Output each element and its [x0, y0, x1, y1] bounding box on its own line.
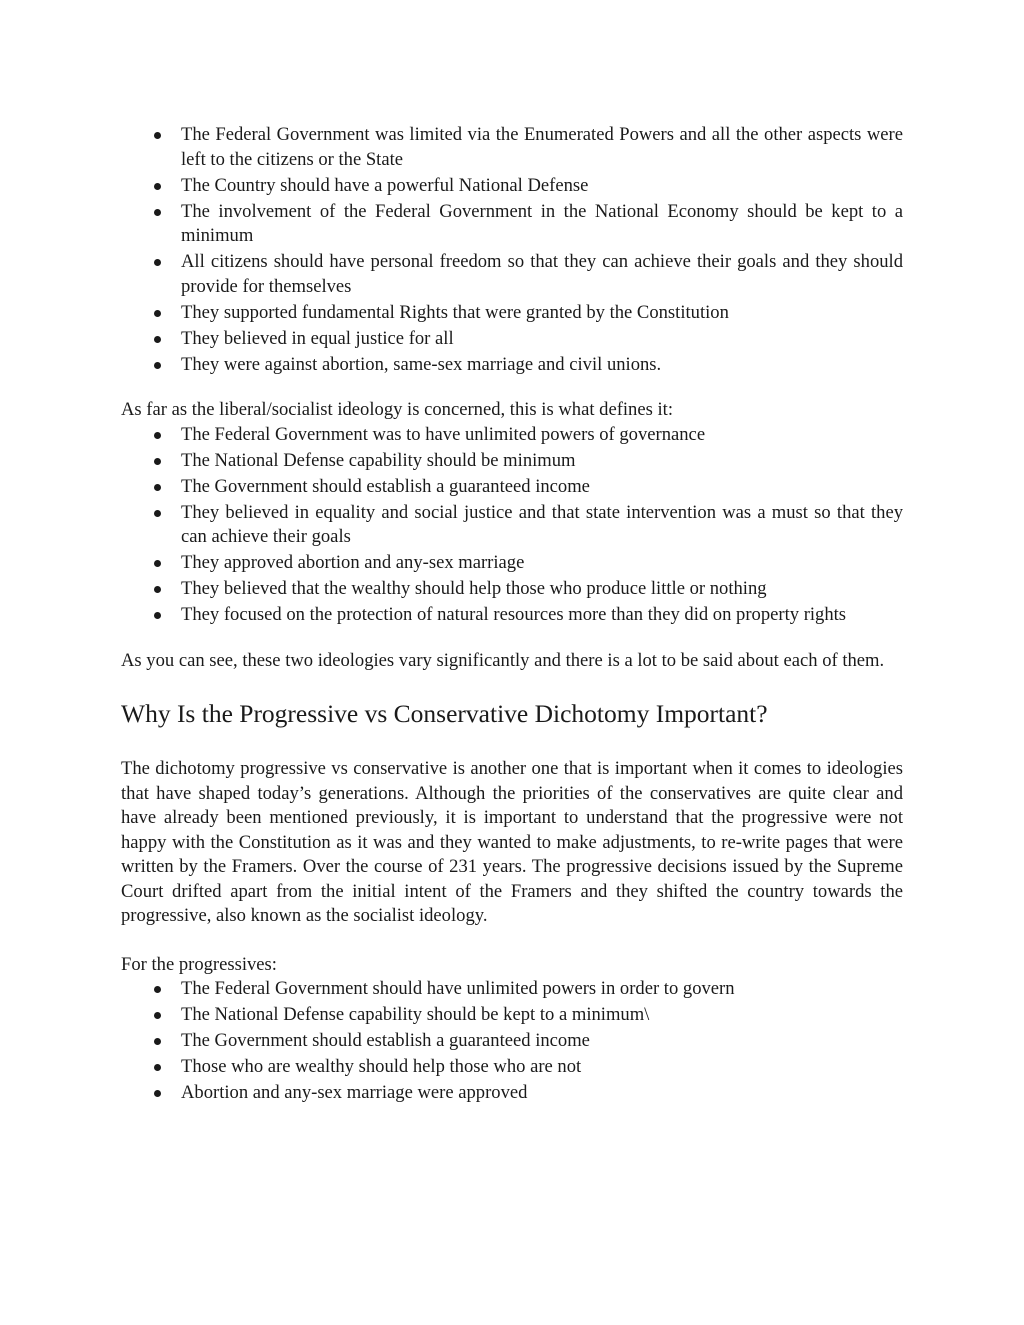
list-item-text: Abortion and any-sex marriage were approved: [181, 1082, 528, 1103]
list-item: [121, 1055, 903, 1080]
list-item-text: They were against abortion, same-sex marriage and civil unions.: [181, 353, 662, 375]
list-item-text: The Federal Government was limited via the Enumerated Powers and all the other aspects were left to the citizens or the State: [181, 124, 903, 170]
bullet-icon: [154, 1012, 161, 1019]
section-heading: Why Is the Progressive vs Conservative Dichotomy Important?: [121, 699, 768, 728]
liberal-bullet-list: [121, 423, 903, 628]
bullet-icon: [154, 1090, 161, 1097]
document-page: [121, 121, 903, 1107]
list-item-text: All citizens should have personal freedom so that they can achieve their goals and they should provide for themselves: [181, 251, 903, 297]
list-item-text: The Federal Government was to have unlimited powers of governance: [181, 423, 706, 445]
list-item-text: They supported fundamental Rights that were granted by the Constitution: [181, 301, 729, 323]
bullet-icon: [154, 183, 161, 190]
list-item: [121, 200, 903, 249]
bullet-icon: [154, 510, 161, 517]
list-item-text: The involvement of the Federal Government in the National Economy should be kept to a minimum: [181, 200, 903, 246]
progressives-bullet-list: [121, 977, 903, 1106]
list-item-text: The Federal Government should have unlimited powers in order to govern: [181, 978, 735, 999]
progressives-intro-text: For the progressives:: [121, 953, 277, 975]
bullet-icon: [154, 1038, 161, 1045]
list-item: [121, 551, 903, 576]
list-item: [121, 250, 903, 299]
list-item: [121, 353, 903, 378]
list-item-text: They believed in equality and social justice and that state intervention was a must so that they can achieve their goals: [181, 501, 903, 547]
conservative-bullet-list: [121, 123, 903, 377]
list-item: [121, 1003, 903, 1028]
list-item-text: The National Defense capability should be minimum: [181, 449, 576, 471]
list-item-text: They approved abortion and any-sex marriage: [181, 552, 525, 573]
bullet-icon: [154, 1064, 161, 1071]
list-item: [121, 123, 903, 172]
bullet-icon: [154, 259, 161, 266]
list-item-text: The Country should have a powerful National Defense: [181, 174, 589, 196]
list-item: [121, 174, 903, 199]
bullet-icon: [154, 986, 161, 993]
bullet-icon: [154, 484, 161, 491]
bullet-icon: [154, 432, 161, 439]
list-item: [121, 603, 903, 628]
bullet-icon: [154, 560, 161, 567]
list-item: [121, 1029, 903, 1054]
list-item: [121, 301, 903, 326]
bullet-icon: [154, 310, 161, 317]
list-item: [121, 475, 903, 500]
list-item: [121, 423, 903, 448]
bullet-icon: [154, 612, 161, 619]
bullet-icon: [154, 586, 161, 593]
list-item-text: They believed that the wealthy should help those who produce little or nothing: [181, 578, 767, 599]
list-item: [121, 449, 903, 474]
list-item-text: Those who are wealthy should help those who are not: [181, 1056, 582, 1077]
list-item: [121, 327, 903, 352]
list-item: [121, 1081, 903, 1106]
dichotomy-paragraph: The dichotomy progressive vs conservative is another one that is important when it comes to ideologies that have shaped today’s generations. Although the priorities of the conservatives are quite clear and have already been mentioned previously, it is important to understand that the progressive were not happy with the Constitution as it was and they wanted to make adjustments, to re-write pages that were written by the Framers. Over the course of 231 years. The progressive decisions issued by the Supreme Court drifted apart from the initial intent of the Framers and they shifted the country towards the progressive, also known as the socialist ideology.: [121, 758, 903, 926]
bullet-icon: [154, 458, 161, 465]
list-item-text: The National Defense capability should be kept to a minimum\: [181, 1004, 650, 1025]
list-item-text: They focused on the protection of natural resources more than they did on property rights: [181, 604, 847, 625]
list-item-text: The Government should establish a guaranteed income: [181, 475, 590, 497]
list-item-text: They believed in equal justice for all: [181, 327, 454, 349]
list-item: [121, 577, 903, 602]
list-item-text: The Government should establish a guaranteed income: [181, 1030, 590, 1051]
bullet-icon: [154, 209, 161, 216]
bullet-icon: [154, 132, 161, 139]
list-item: [121, 977, 903, 1002]
bullet-icon: [154, 362, 161, 369]
liberal-intro-text: As far as the liberal/socialist ideology is concerned, this is what defines it:: [121, 399, 673, 420]
bullet-icon: [154, 336, 161, 343]
list-item: [121, 501, 903, 550]
summary-paragraph: As you can see, these two ideologies vary significantly and there is a lot to be said about each of them.: [121, 649, 885, 671]
